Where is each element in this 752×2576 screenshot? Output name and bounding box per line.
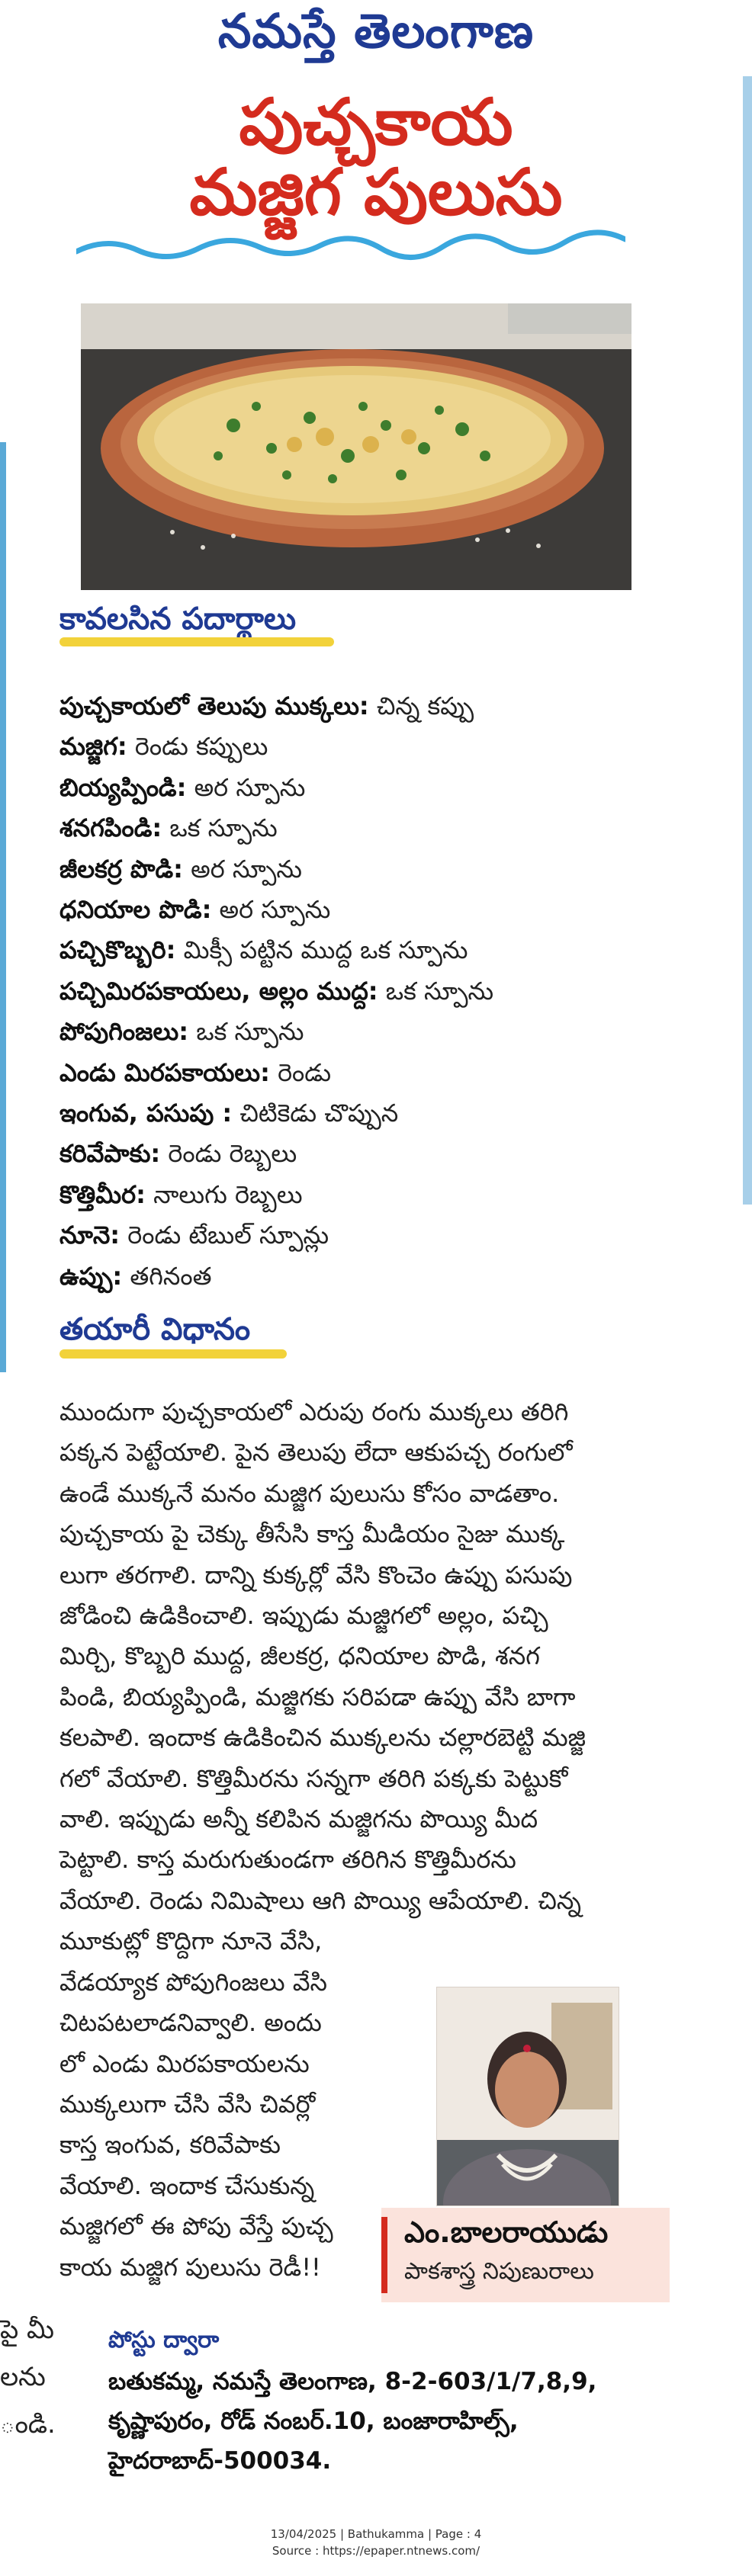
method-line: ముక్కలుగా చేసి వేసి చివర్లో xyxy=(59,2089,316,2119)
ingredient-item: నూనె: రెండు టేబుల్ స్పూన్లు xyxy=(59,1221,329,1250)
ingredient-item: బియ్యప్పిండి: అర స్పూను xyxy=(59,772,306,802)
ingredient-item: ధనియాల పొడి: అర స్పూను xyxy=(59,895,331,925)
right-edge-strip xyxy=(743,76,752,1205)
method-heading: తయారీ విధానం xyxy=(59,1312,251,1347)
method-line: పెట్టాలి. కాస్త మరుగుతుండగా తరిగిన కొత్తిమీరను xyxy=(59,1845,516,1875)
postal-address xyxy=(108,2362,688,2481)
method-line: కలపాలి. ఇందాక ఉడికించిన ముక్కలను చల్లారబెట్టి మజ్జి xyxy=(59,1723,586,1753)
author-photo xyxy=(436,1987,619,2206)
method-line: జోడించి ఉడికించాలి. ఇప్పుడు మజ్జిగలో అల్లం, పచ్చి xyxy=(59,1601,548,1631)
recipe-title-line-2: మజ్జిగ పులుసు xyxy=(189,155,563,229)
method-line: వాలి. ఇప్పుడు అన్నీ కలిపిన మజ్జిగను పొయ్యి మీద xyxy=(59,1804,538,1834)
ingredient-item: పచ్చికొబ్బరి: మిక్సీ పట్టిన ముద్ద ఒక స్పూను xyxy=(59,935,468,965)
adjacent-column-fragment: లను xyxy=(0,2362,46,2392)
ingredients-heading: కావలసిన పదార్థాలు xyxy=(59,601,297,637)
method-line: మజ్జిగలో ఈ పోపు వేస్తే పుచ్చ xyxy=(59,2212,333,2241)
footer-page-info: 13/04/2025 | Bathukamma | Page : 4 xyxy=(270,2527,482,2541)
adjacent-column-fragment: ండి. xyxy=(0,2409,56,2440)
ingredient-item: ఎండు మిరపకాయలు: రెండు xyxy=(59,1057,332,1087)
left-edge-strip xyxy=(0,442,6,1372)
adjacent-column-fragment: పై మీ xyxy=(0,2315,54,2345)
recipe-title-line-1: పుచ్చకాయ xyxy=(239,85,513,159)
method-line: గలో వేయాలి. కొత్తిమీరను సన్నగా తరిగి పక్కకు పెట్టుకో xyxy=(59,1763,568,1793)
method-line: పక్కన పెట్టేయాలి. పైన తెలుపు లేదా ఆకుపచ్చ రంగులో xyxy=(59,1438,573,1468)
address-line: బతుకమ్మ, నమస్తే తెలంగాణ, 8-2-603/1/7,8,9, xyxy=(108,2368,597,2395)
ingredient-item: పచ్చిమిరపకాయలు, అల్లం ముద్ద: ఒక స్పూను xyxy=(59,976,494,1006)
dish-photo xyxy=(81,303,631,590)
author-role: పాకశాస్త్ర నిపుణురాలు xyxy=(404,2258,594,2285)
ingredient-item: మజ్జిగ: రెండు కప్పులు xyxy=(59,732,268,762)
author-name: ఎం.బాలరాయుడు xyxy=(404,2215,609,2249)
method-line: వేయాలి. రెండు నిమిషాలు ఆగి పొయ్యి ఆపేయాలి. చిన్న xyxy=(59,1885,581,1915)
method-line: వేయాలి. ఇందాక చేసుకున్న xyxy=(59,2170,315,2200)
footer-source: Source : https://epaper.ntnews.com/ xyxy=(272,2544,480,2558)
method-line: కాయ మజ్జిగ పులుసు రెడీ!! xyxy=(59,2252,321,2282)
ingredient-item: పోపుగింజలు: ఒక స్పూను xyxy=(59,1017,304,1047)
method-line: మూకుట్లో కొద్దిగా నూనె వేసి, xyxy=(59,1926,323,1956)
ingredient-item: ఉప్పు: తగినంత xyxy=(59,1261,212,1291)
masthead-logo: నమస్తే తెలంగాణ xyxy=(217,3,535,59)
method-line: చిటపటలాడనివ్వాలి. అందు xyxy=(59,2008,322,2038)
post-label: పోస్టు ద్వారా xyxy=(108,2327,220,2353)
wave-decoration xyxy=(76,229,625,267)
ingredients-heading-underline xyxy=(59,637,334,646)
ingredient-item: కరివేపాకు: రెండు రెబ్బలు xyxy=(59,1139,297,1169)
author-byline xyxy=(381,2208,670,2302)
method-line: ఉండే ముక్కనే మనం మజ్జిగ పులుసు కోసం వాడతాం. xyxy=(59,1478,560,1508)
ingredient-item: జీలకర్ర పొడి: అర స్పూను xyxy=(59,854,302,884)
address-line: హైదరాబాద్-500034. xyxy=(108,2447,332,2475)
method-line: మిర్చి, కొబ్బరి ముద్ద, జీలకర్ర, ధనియాల పొడి, శనగ xyxy=(59,1641,540,1671)
address-line: కృష్ణాపురం, రోడ్ నంబర్.10, బంజారాహిల్స్, xyxy=(108,2408,519,2435)
ingredients-list xyxy=(59,686,654,1297)
method-line: ముందుగా పుచ్చకాయలో ఎరుపు రంగు ముక్కలు తరిగి xyxy=(59,1397,569,1426)
method-heading-underline xyxy=(59,1349,287,1359)
method-line: కాస్త ఇంగువ, కరివేపాకు xyxy=(59,2130,281,2160)
ingredient-item: శనగపిండి: ఒక స్పూను xyxy=(59,813,278,843)
method-line: వేడయ్యాక పోపుగింజలు వేసి xyxy=(59,1967,328,1997)
method-line: లో ఎండు మిరపకాయలను xyxy=(59,2048,310,2078)
ingredient-item: పుచ్చకాయలో తెలుపు ముక్కలు: చిన్న కప్పు xyxy=(59,691,474,720)
ingredient-item: ఇంగువ, పసుపు : చిటికెడు చొప్పున xyxy=(59,1099,399,1128)
author-byline-accent xyxy=(381,2217,387,2293)
method-line: పుచ్చకాయ పై చెక్కు తీసేసి కాస్త మీడియం సైజు ముక్క xyxy=(59,1519,565,1549)
method-line: లుగా తరగాలి. దాన్ని కుక్కర్లో వేసి కొంచెం ఉప్పు పసుపు xyxy=(59,1560,573,1590)
ingredient-item: కొత్తిమీర: నాలుగు రెబ్బలు xyxy=(59,1179,303,1209)
method-line: పిండి, బియ్యప్పిండి, మజ్జిగకు సరిపడా ఉప్పు వేసి బాగా xyxy=(59,1682,576,1711)
